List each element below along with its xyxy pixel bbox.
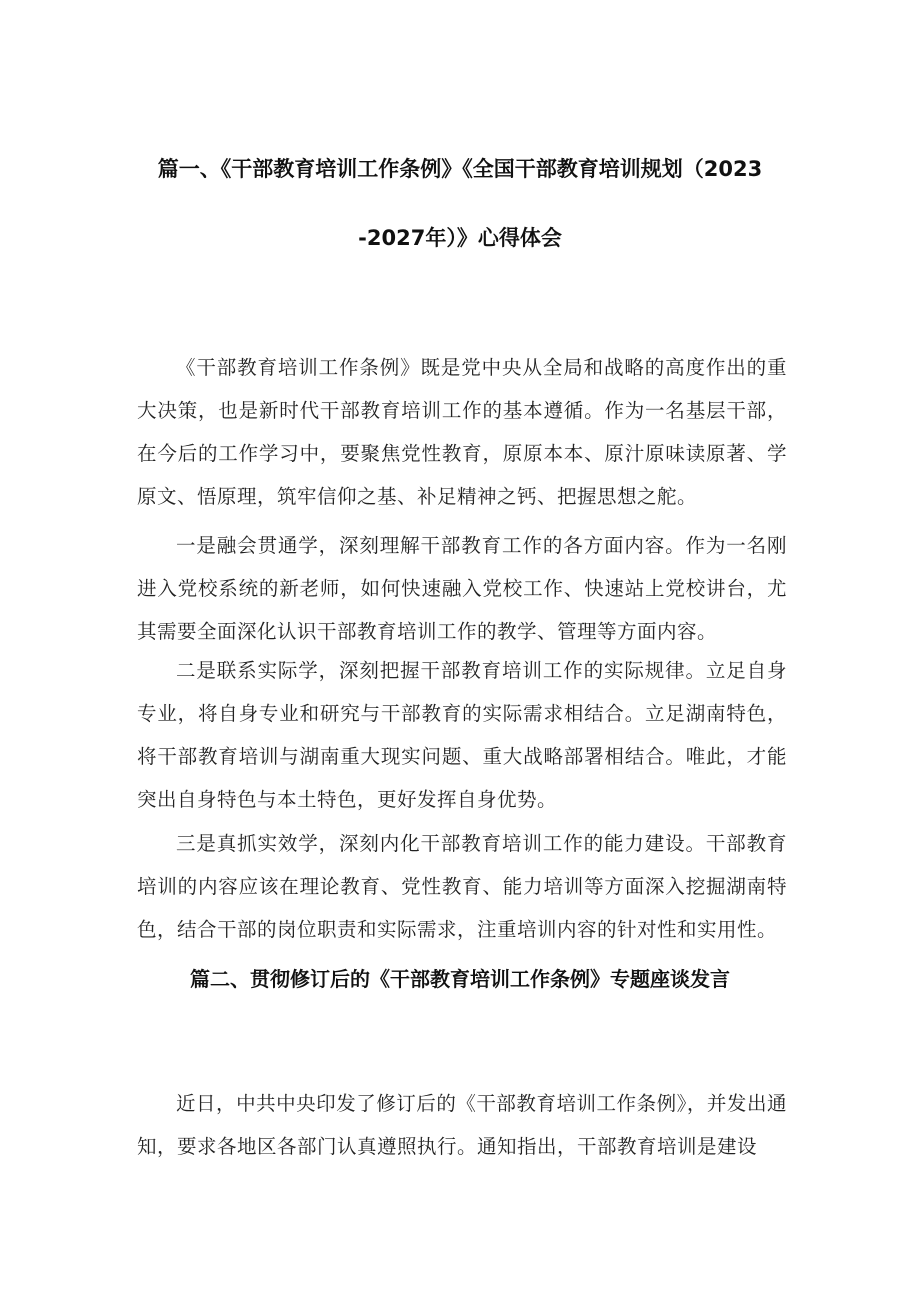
- section1-title-line2: -2027年）》心得体会: [358, 226, 562, 250]
- section1-title-line1: 篇一、《干部教育培训工作条例》《全国干部教育培训规划（2023: [157, 157, 763, 181]
- section2-paragraph-intro: 近日，中共中央印发了修订后的《干部教育培训工作条例》，并发出通知，要求各地区各部门认真遵照执行。通知指出，干部教育培训是建设: [137, 1091, 787, 1158]
- section1-paragraph-point2: 二是联系实际学，深刻把握干部教育培训工作的实际规律。立足自身专业，将自身专业和研究与干部教育的实际需求相结合。立足湖南特色，将干部教育培训与湖南重大现实问题、重大战略部署相结合。唯此，才能突出自身特色与本土特色，更好发挥自身优势。: [137, 658, 787, 812]
- section2-title: 篇二、贯彻修订后的《干部教育培训工作条例》专题座谈发言: [190, 967, 730, 991]
- section1-paragraph-point1: 一是融会贯通学，深刻理解干部教育工作的各方面内容。作为一名刚进入党校系统的新老师，如何快速融入党校工作、快速站上党校讲台，尤其需要全面深化认识干部教育培训工作的教学、管理等方面内容。: [137, 533, 787, 643]
- section1-paragraph-point3: 三是真抓实效学，深刻内化干部教育培训工作的能力建设。干部教育培训的内容应该在理论教育、党性教育、能力培训等方面深入挖掘湖南特色，结合干部的岗位职责和实际需求，注重培训内容的针对性和实用性。: [137, 831, 787, 941]
- section1-paragraph-intro: 《干部教育培训工作条例》既是党中央从全局和战略的高度作出的重大决策，也是新时代干部教育培训工作的基本遵循。作为一名基层干部，在今后的工作学习中，要聚焦党性教育，原原本本、原汁原味读原著、学原文、悟原理，筑牢信仰之基、补足精神之钙、把握思想之舵。: [137, 355, 787, 509]
